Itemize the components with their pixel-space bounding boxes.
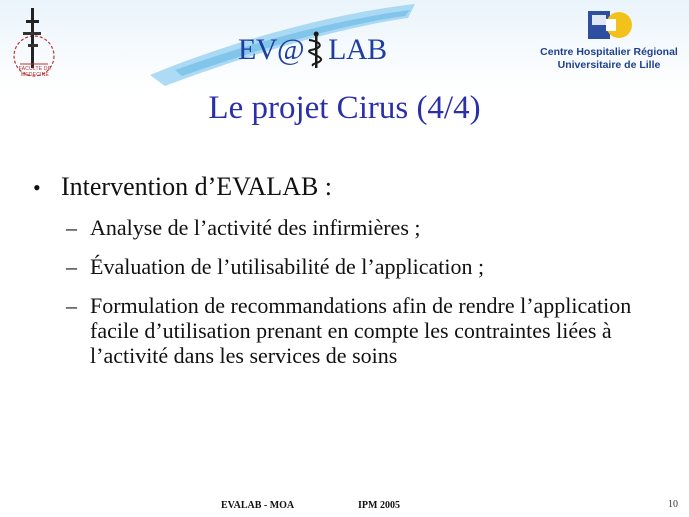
- sub-bullet-text: Évaluation de l’utilisabilité de l’application ;: [90, 254, 485, 279]
- caduceus-icon: [305, 30, 327, 70]
- hospital-name: [530, 46, 688, 72]
- footer-middle: IPM 2005: [358, 500, 400, 511]
- page-number: 10: [668, 499, 678, 510]
- hospital-name-line2: Universitaire de Lille: [557, 59, 661, 71]
- sub-bullet-item: [66, 254, 656, 279]
- slide-title: Le projet Cirus (4/4): [208, 90, 481, 126]
- hospital-name-line1: Centre Hospitalier Régional: [540, 46, 678, 58]
- faculty-logo-text: FACULTE DE MEDECINE: [18, 66, 52, 78]
- bullet-symbol: •: [33, 175, 41, 200]
- sub-bullet-text: Analyse de l’activité des infirmières ;: [90, 215, 421, 240]
- brand-left-text: EV@: [238, 33, 305, 66]
- main-bullet: [33, 172, 332, 202]
- main-bullet-text: Intervention d’EVALAB :: [61, 172, 333, 201]
- sub-bullet-item: [66, 293, 656, 368]
- evalab-brand: [238, 30, 387, 70]
- footer-left: EVALAB - MOA: [221, 500, 295, 511]
- sub-bullet-item: [66, 215, 656, 240]
- hospital-logo: [586, 9, 636, 43]
- dash-symbol: –: [66, 254, 77, 279]
- dash-symbol: –: [66, 293, 77, 318]
- sub-bullet-list: [66, 215, 656, 382]
- dash-symbol: –: [66, 215, 77, 240]
- sub-bullet-text: Formulation de recommandations afin de rendre l’application facile d’utilisation prenant en compte les contraintes liées à l’activité dans les services de soins: [90, 293, 632, 368]
- brand-right-text: LAB: [328, 33, 387, 66]
